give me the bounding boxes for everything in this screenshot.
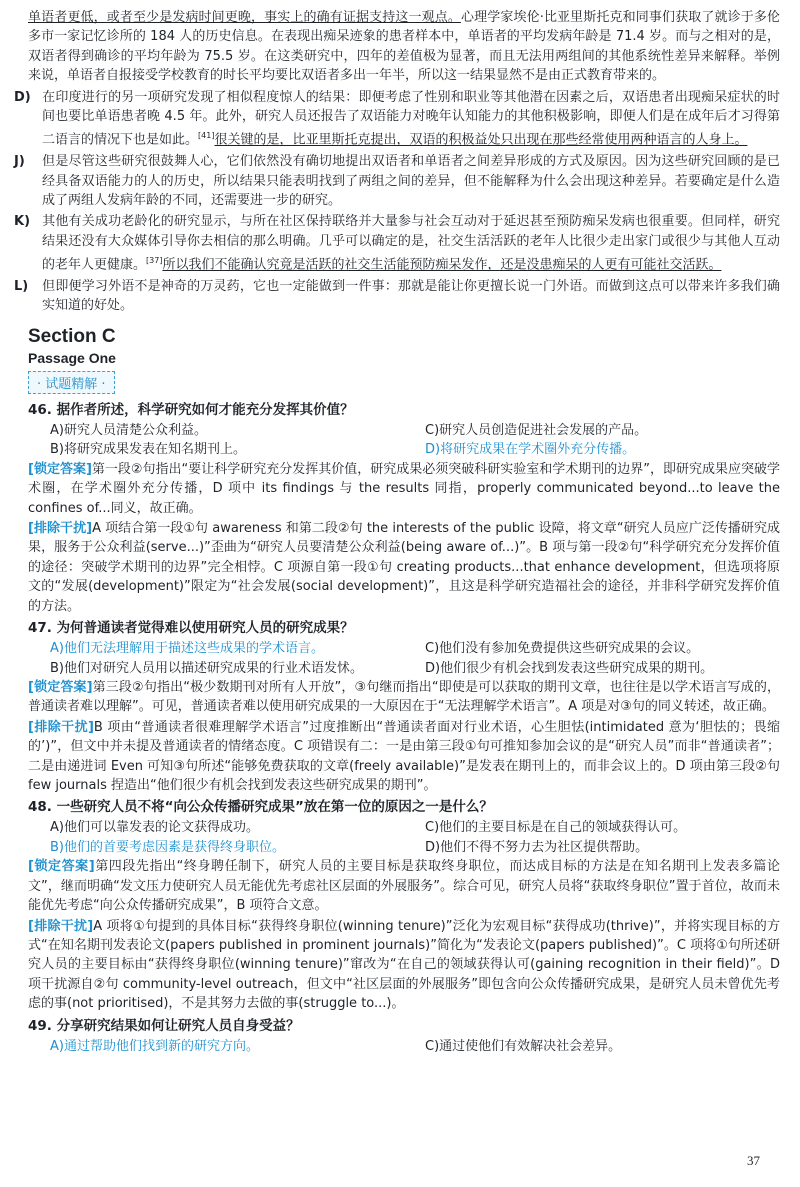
option: A)他们可以靠发表的论文获得成功。 [50, 820, 259, 836]
question-stem: 47. 为何普通读者觉得难以使用研究人员的研究成果？ [28, 620, 354, 636]
explanation-text: A 项将①句提到的具体目标“获得终身职位(winning tenure)”泛化为宏观目标“获得成功(thrive)”，并将实现目标的方式“在知名期刊发表论文(papers published in prominent journals)”简化为“发表论文(papers published)”。C 项将①句所述研究人员的主要目标由“获得终身职位(winning tenure)”窜改为“在自己的领域获得认可(gaining recognition in their field)”。D 项干扰源自②句 community-level outreach，但文中“社区层面的外展服务”即包含向公众传播研究成果，是研究人员未曾优先考虑的事(not prioritised)，不是其努力去做的事(struggle to...)。 [28, 918, 780, 1012]
explanation [28, 460, 780, 518]
option: C)研究人员创造促进社会发展的产品。 [425, 422, 648, 438]
paragraph-k-note: [37] [146, 256, 163, 266]
question-options [28, 421, 780, 460]
explanation-tag: [排除干扰] [28, 520, 93, 536]
correct-option: B)他们的首要考虑因素是获得终身职位。 [50, 839, 285, 855]
explanation [28, 519, 780, 616]
paragraph-k-text: 其他有关成功老龄化的研究显示，与所在社区保持联络并大量参与社会互动对于延迟甚至预防痴呆发病也很重要。但同样，研究结果还没有大众媒体引导你去相信的那么明确。几乎可以确定的是，社交生活活跃的老年人比很少走出家门或很少与其他人互动的老年人更健康。 [42, 214, 780, 273]
passage-title: Passage One [28, 349, 116, 366]
correct-option: D)将研究成果在学术圈外充分传播。 [425, 442, 636, 458]
option: B)将研究成果发表在知名期刊上。 [50, 442, 246, 458]
paragraph-k-label: K) [14, 214, 31, 230]
explanation [28, 857, 780, 915]
option: C)他们的主要目标是在自己的领域获得认可。 [425, 820, 687, 836]
section-title: Section C [28, 325, 116, 347]
paragraph-l-text: 但即便学习外语不是神奇的万灵药，它也一定能做到一件事：那就是能让你更擅长说一门外语。而做到这点可以带来许多我们确实知道的好处。 [42, 278, 780, 314]
intro-underlined: 单语者更低，或者至少是发病时间更晚，事实上的确有证据支持这一观点。 [28, 10, 461, 25]
paragraph-d [14, 88, 780, 151]
paragraph-l [14, 277, 780, 316]
explanation-tag: [锁定答案] [28, 680, 93, 695]
explanation-text: 第四段先指出“终身聘任制下，研究人员的主要目标是获取终身职位，而达成目标的方法是在知名期刊上发表多篇论文”，继而明确“发文压力使研究人员无能优先考虑社区层面的外展服务”。综合可见，研究人员将“获取终身职位”置于首位，故而未能优先考虑“向公众传播研究成果”，B 项符合文意。 [28, 859, 780, 914]
option: D)他们很少有机会找到发表这些研究成果的期刊。 [425, 660, 714, 676]
explanation-text: 第一段②句指出“要让科学研究充分发挥其价值，研究成果必须突破科研实验室和学术期刊的边界”，即研究成果应突破学术圈，在学术圈外充分传播，D 项中 its findings 与 the results 同指，properly communicated beyond...to leave the confines of...同义，故正确。 [28, 461, 781, 516]
explanation-text: B 项由“普通读者很难理解学术语言”过度推断出“普通读者面对行业术语，心生胆怯(intimidated 意为‘胆怯的；畏缩的’)”，但文中并未提及普通读者的情绪态度。C 项错误有二：一是由第三段①句可推知参加会议的是“研究人员”而非“普通读者”；二是由递进词 Even 可知③句所述“能够免费获取的文章(freely available)”是发表在期刊上的，而非会议上的。D 项由第三段②句 few journals 捏造出“他们很少有机会找到发表这些研究成果的期刊”。 [28, 719, 780, 794]
question-stem: 49. 分享研究结果如何让研究人员自身受益？ [28, 1017, 300, 1034]
explanation-tag: [锁定答案] [28, 461, 92, 477]
paragraph-l-label: L) [14, 278, 29, 294]
explanation-text: A 项结合第一段①句 awareness 和第二段②句 the interests of the public 设障，将文章“研究人员应广泛传播研究成果，服务于公众利益(serve...)”歪曲为“研究人员要清楚公众利益(being aware of...)”。B 项与第一段②句“科学研究充分发挥价值的途径：突破学术期刊的边界”完全相悖。C 项源自第一段①句 creating products...that enhance development，但选项将原文的“发展(development)”限定为“社会发展(social development)”，且这是科学研究造福社会的途径，并非科学研究发挥价值的方法。 [28, 520, 780, 614]
paragraph-k [14, 212, 780, 275]
paragraph-j-label: J) [14, 154, 25, 170]
questions-list [28, 400, 780, 1056]
correct-option: A)他们无法理解用于描述这些成果的学术语言。 [50, 641, 324, 656]
explanation [28, 718, 780, 796]
correct-option: A)通过帮助他们找到新的研究方向。 [50, 1038, 259, 1054]
paragraph-k-underlined: 所以我们不能确认究竟是活跃的社交生活能预防痴呆发作，还是没患痴呆的人更有可能社交活跃。 [162, 257, 722, 273]
explanation-tag: [排除干扰] [28, 918, 94, 934]
question-stem: 48. 一些研究人员不将“向公众传播研究成果”放在第一位的原因之一是什么？ [28, 799, 493, 816]
document-page [14, 8, 781, 1056]
option: C)通过使他们有效解决社会差异。 [425, 1038, 622, 1054]
paragraph-j [14, 152, 780, 210]
intro-text: 心理学家埃伦·比亚里斯托克和同事们获取了就诊于多伦多市一家记忆诊所的 184 人的历史信息。在表现出痴呆迹象的患者样本中，单语者的平均发病年龄是 71.4 岁。而与之相对的是，双语者得到确诊的平均年龄为 75.5 岁。在这类研究中，四年的差值极为显著，而且无法用两组间的其他系统性差异来解释。举例来说，单语者自报接受学校教育的时长平均要比双语者多出一年半，所以这一结果显然不是由正式教育带来的。 [28, 10, 780, 84]
question-options [28, 639, 780, 678]
option: C)他们没有参加免费提供这些研究成果的会议。 [425, 641, 700, 656]
explanation-tag: [排除干扰] [28, 719, 94, 735]
option: A)研究人员清楚公众利益。 [50, 422, 207, 438]
question-options [28, 818, 780, 857]
paragraph-d-text: 在印度进行的另一项研究发现了相似程度惊人的结果：即便考虑了性别和职业等其他潜在因素之后，双语患者出现痴呆症状的时间也要比单语患者晚 4.5 年。此外，研究人员还报告了双语能力对晚年认知能力的其他积极影响，即便人们是在成年后才习得第二语言的情况下也是如此。 [42, 89, 780, 148]
explanation-text: 第三段②句指出“极少数期刊对所有人开放”，③句继而指出“即使是可以获取的期刊文章，也往往是以学术语言写成的，普通读者难以理解”。可见，普通读者难以使用研究成果的一大原因在于“无法理解学术语言”。A 项是对③句的同义转述，故正确。 [28, 680, 780, 715]
analysis-badge: · 试题精解 · [28, 371, 115, 394]
explanation [28, 917, 780, 1014]
explanation [28, 678, 780, 717]
explanation-tag: [锁定答案] [28, 859, 95, 875]
paragraph-j-text: 但是尽管这些研究很鼓舞人心，它们依然没有确切地提出双语者和单语者之间差异形成的方式及原因。因为这些研究回顾的是已经具备双语能力的人的历史，所以结果只能表明找到了两组之间的差异，但不能解释为什么会出现这种差异。若要确定是什么造成了两组人发病年龄的不同，还需要进一步的研究。 [42, 154, 780, 208]
question-options [28, 1037, 780, 1057]
paragraph-d-underlined: 很关键的是，比亚里斯托克提出，双语的积极益处只出现在那些经常使用两种语言的人身上。 [214, 132, 748, 148]
page-number: 37 [747, 1153, 760, 1168]
paragraph-d-note: [41] [198, 131, 215, 141]
option: D)他们不得不努力去为社区提供帮助。 [425, 839, 649, 855]
intro-paragraph [28, 8, 780, 86]
paragraph-d-label: D) [14, 89, 31, 105]
option: B)他们对研究人员用以描述研究成果的行业术语发怵。 [50, 660, 363, 676]
question-stem: 46. 据作者所述，科学研究如何才能充分发挥其价值？ [28, 401, 354, 418]
